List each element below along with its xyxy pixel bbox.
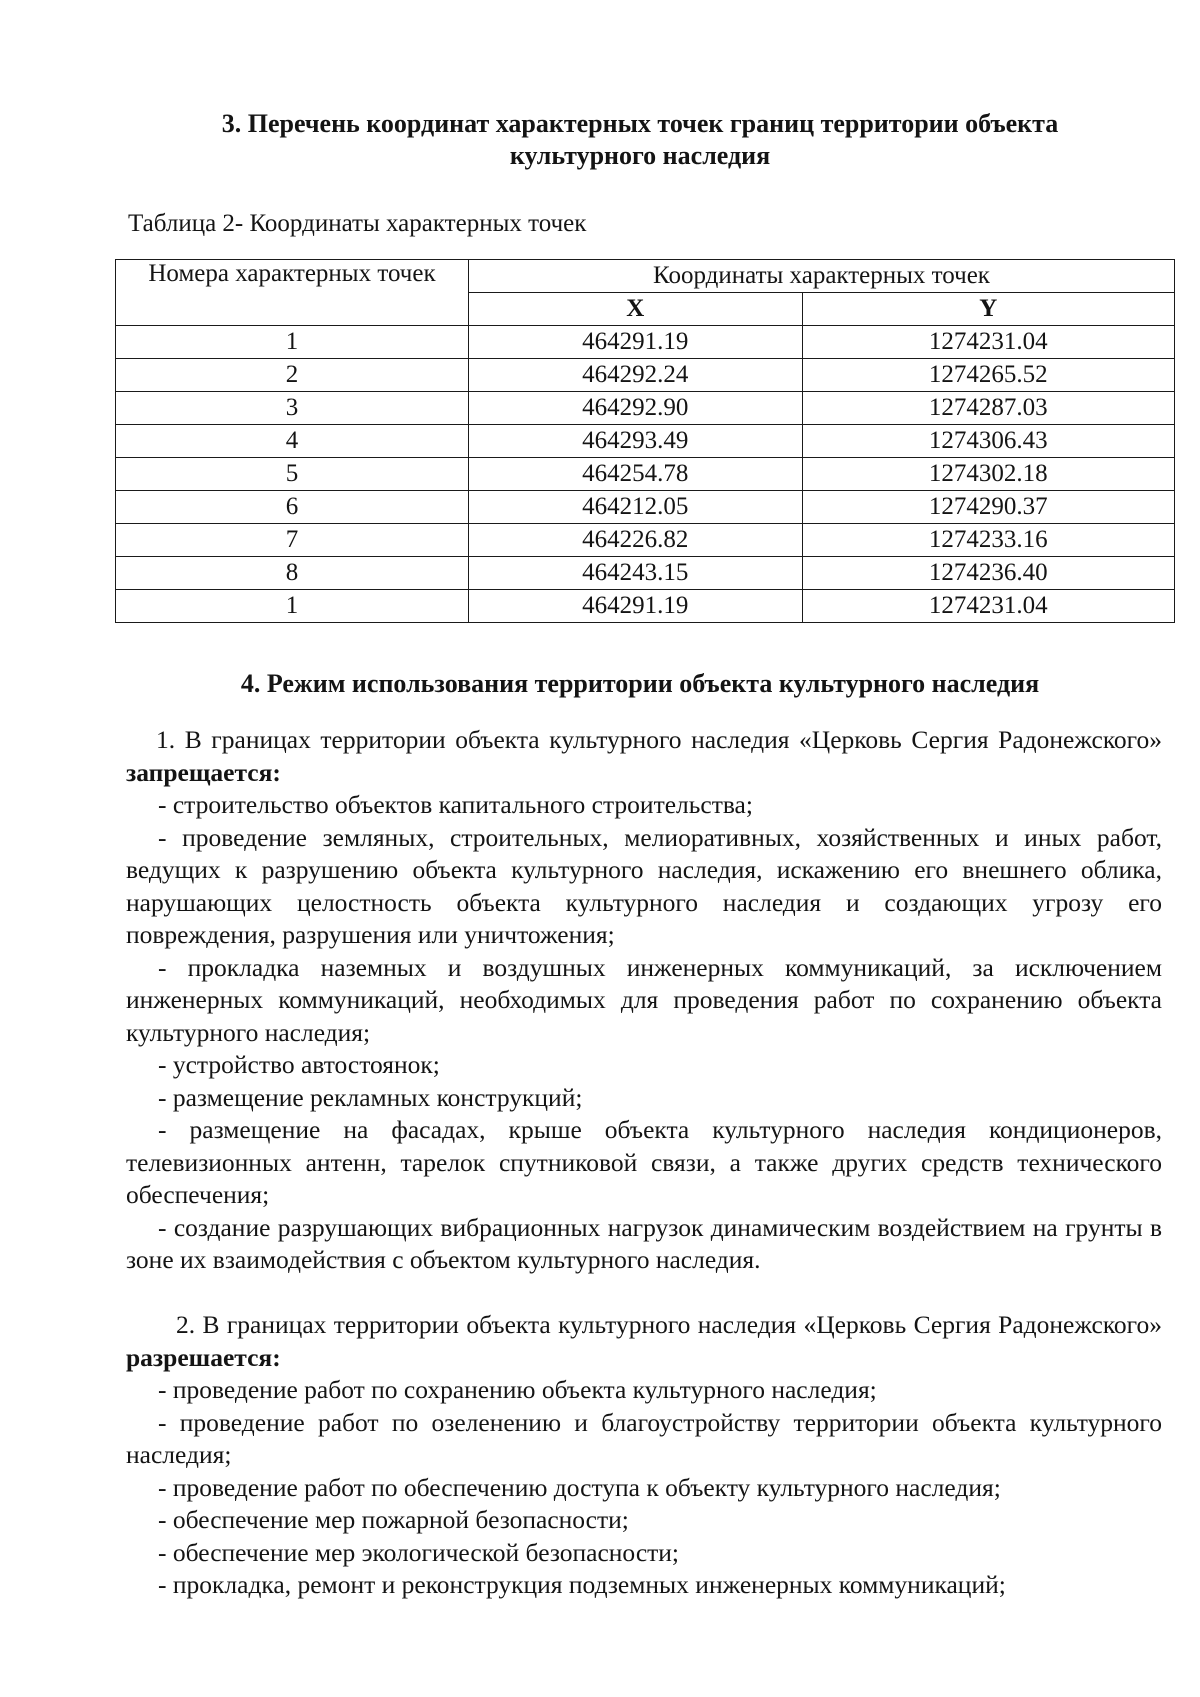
prohibited-intro [126,724,1162,789]
x-coordinate-cell: 464212.05 [469,491,803,524]
table-row [116,491,1175,524]
y-coordinate-cell: 1274236.40 [802,557,1174,590]
prohibited-keyword: запрещается: [126,757,281,787]
x-coordinate-cell: 464254.78 [469,458,803,491]
section-3-heading: 3. Перечень координат характерных точек границ территории объекта культурного наследия [221,109,1059,170]
x-coordinate-cell: 464291.19 [469,590,803,623]
permitted-intro [126,1309,1162,1374]
y-coordinate-cell: 1274302.18 [802,458,1174,491]
point-number-cell: 8 [116,557,469,590]
permitted-list [126,1374,1162,1602]
header-point-numbers: Номера характерных точек [116,260,469,326]
list-item: - создание разрушающих вибрационных нагрузок динамическим воздействием на грунты в зоне их взаимодействия с объектом культурного наследия. [126,1212,1162,1274]
point-number-cell: 6 [116,491,469,524]
point-number-cell: 5 [116,458,469,491]
prohibited-intro-text: 1. В границах территории объекта культурного наследия «Церковь Сергия Радонежского» [156,725,1162,754]
y-coordinate-cell: 1274231.04 [802,590,1174,623]
table-row [116,425,1175,458]
y-coordinate-cell: 1274265.52 [802,359,1174,392]
list-item: - строительство объектов капитального строительства; [158,790,753,819]
header-y: Y [802,293,1174,326]
point-number-cell: 1 [116,326,469,359]
table-row [116,524,1175,557]
table-row [116,392,1175,425]
section-4-heading: 4. Режим использования территории объекта культурного наследия [240,669,1040,698]
point-number-cell: 3 [116,392,469,425]
y-coordinate-cell: 1274290.37 [802,491,1174,524]
list-item: - обеспечение мер пожарной безопасности; [158,1505,629,1534]
header-x: X [469,293,803,326]
coordinates-table-body [116,326,1175,623]
list-item: - прокладка наземных и воздушных инженерных коммуникаций, за исключением инженерных коммуникаций, необходимых для проведения работ по сохранению объекта культурного наследия; [126,952,1162,1047]
prohibited-list [126,789,1162,1277]
table-row [116,557,1175,590]
table-row [116,359,1175,392]
list-item: - устройство автостоянок; [158,1050,440,1079]
prohibited-block [126,724,1162,1277]
x-coordinate-cell: 464292.24 [469,359,803,392]
permitted-block [126,1309,1162,1602]
y-coordinate-cell: 1274287.03 [802,392,1174,425]
y-coordinate-cell: 1274306.43 [802,425,1174,458]
permitted-keyword: разрешается: [126,1342,281,1372]
point-number-cell: 7 [116,524,469,557]
permitted-intro-text: 2. В границах территории объекта культурного наследия «Церковь Сергия Радонежского» [176,1310,1162,1339]
table-row [116,458,1175,491]
x-coordinate-cell: 464226.82 [469,524,803,557]
point-number-cell: 2 [116,359,469,392]
list-item: - проведение земляных, строительных, мелиоративных, хозяйственных и иных работ, ведущих к разрушению объекта культурного наследия, искажению его внешнего облика, нарушающих целостность объекта культурного наследия и создающих угрозу его повреждения, разрушения или уничтожения; [126,822,1162,949]
list-item: - проведение работ по озеленению и благоустройству территории объекта культурного наследия; [126,1407,1162,1469]
list-item: - проведение работ по сохранению объекта культурного наследия; [158,1375,877,1404]
point-number-cell: 1 [116,590,469,623]
header-coordinates: Координаты характерных точек [469,260,1175,293]
table-row [116,590,1175,623]
x-coordinate-cell: 464291.19 [469,326,803,359]
x-coordinate-cell: 464293.49 [469,425,803,458]
table-caption: Таблица 2- Координаты характерных точек [128,210,587,237]
table-row [116,326,1175,359]
list-item: - размещение на фасадах, крыше объекта культурного наследия кондиционеров, телевизионных антенн, тарелок спутниковой связи, а также других средств технического обеспечения; [126,1115,1162,1209]
list-item: - размещение рекламных конструкций; [158,1082,583,1112]
coordinates-table [115,259,1175,623]
y-coordinate-cell: 1274233.16 [802,524,1174,557]
list-item: - прокладка, ремонт и реконструкция подземных инженерных коммуникаций; [158,1570,1006,1599]
x-coordinate-cell: 464292.90 [469,392,803,425]
point-number-cell: 4 [116,425,469,458]
x-coordinate-cell: 464243.15 [469,557,803,590]
list-item: - проведение работ по обеспечению доступа к объекту культурного наследия; [158,1472,1001,1502]
y-coordinate-cell: 1274231.04 [802,326,1174,359]
list-item: - обеспечение мер экологической безопасности; [158,1537,680,1567]
